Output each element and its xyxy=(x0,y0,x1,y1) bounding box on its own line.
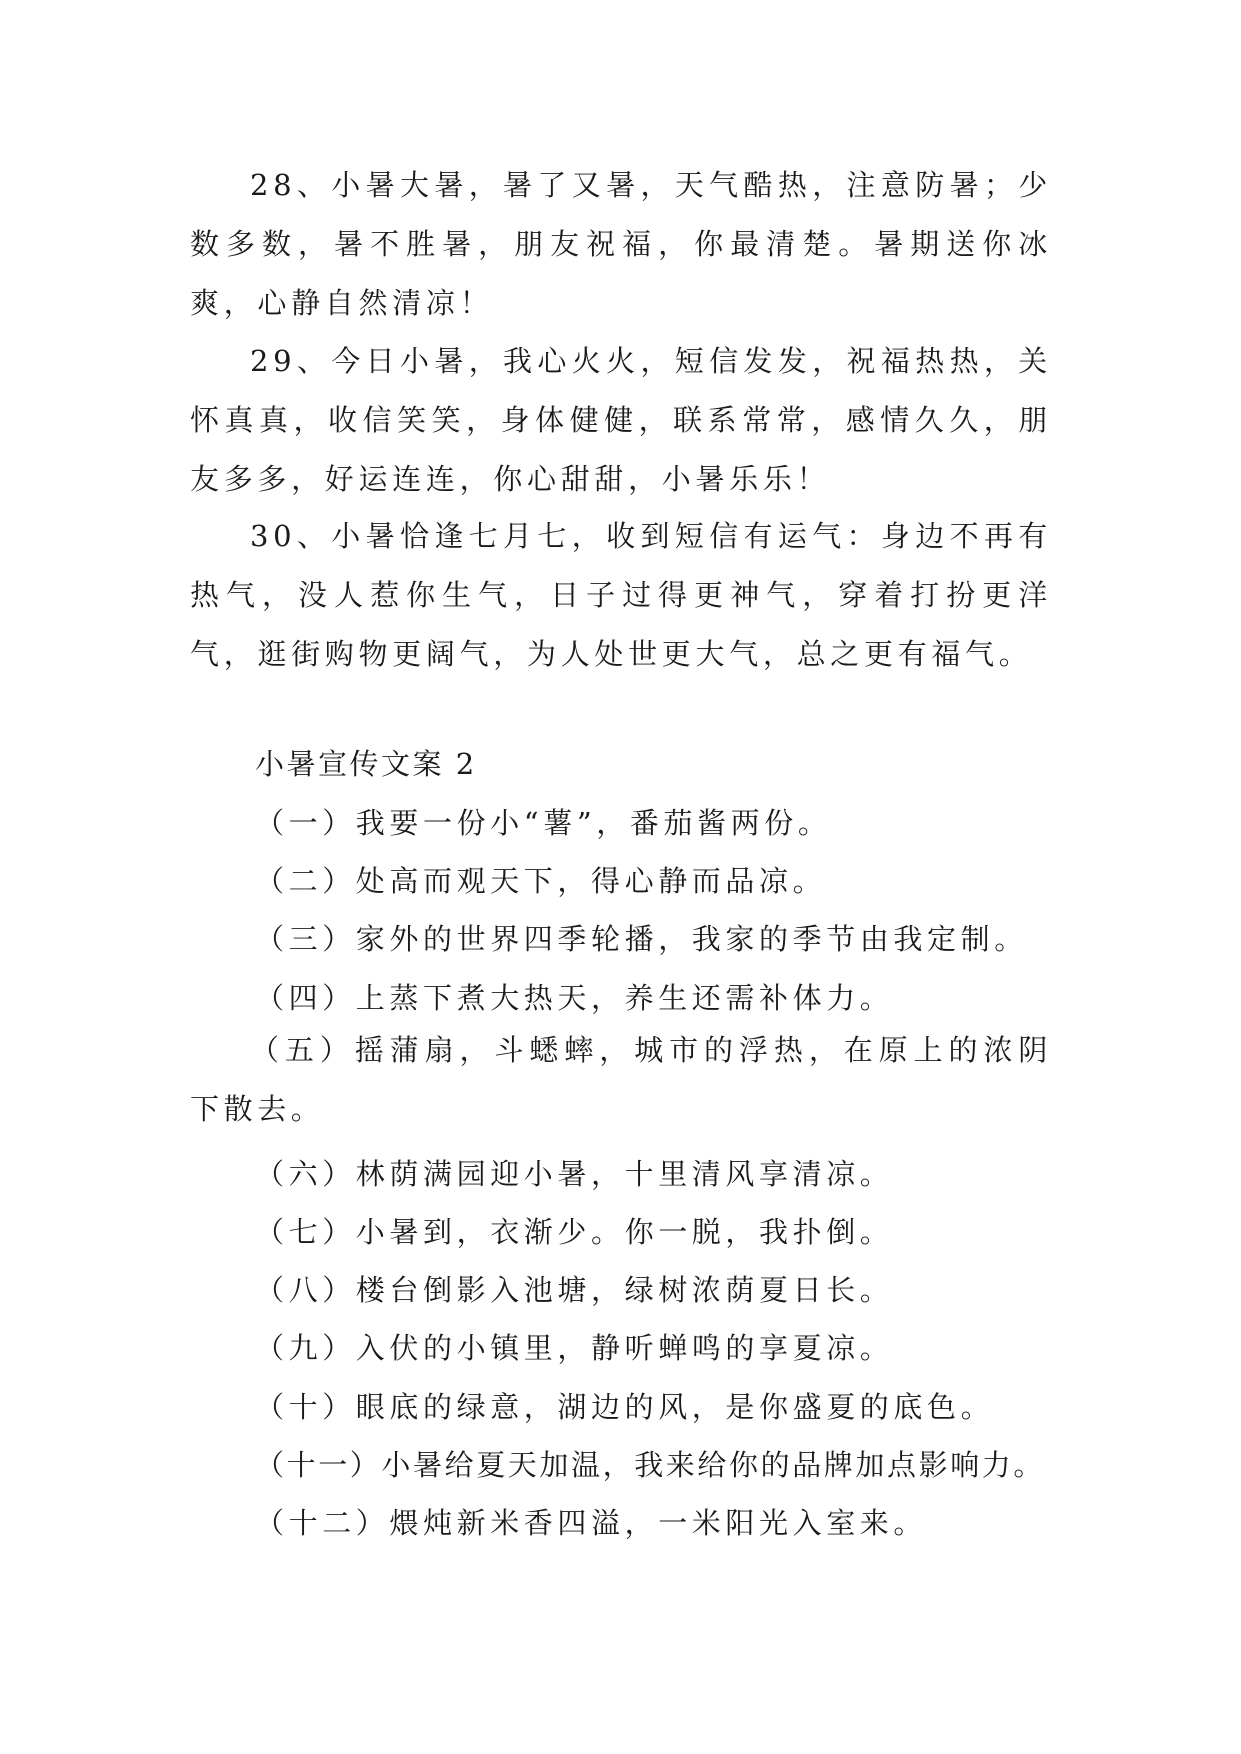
section-title: 小暑宣传文案 2 xyxy=(255,747,477,781)
list-item: （四）上蒸下煮大热天，养生还需补体力。 xyxy=(255,981,894,1015)
list-item: （一）我要一份小“薯”，番茄酱两份。 xyxy=(255,806,832,840)
list-item: （九）入伏的小镇里，静听蝉鸣的享夏凉。 xyxy=(255,1331,894,1365)
list-item: （十）眼底的绿意，湖边的风，是你盛夏的底色。 xyxy=(255,1390,995,1424)
list-item: （七）小暑到，衣渐少。你一脱，我扑倒。 xyxy=(255,1215,894,1249)
list-item: （五）摇蒲扇，斗蟋蟀，城市的浮热，在原上的浓阴下散去。 xyxy=(190,1033,1052,1126)
paragraph-29: 29、今日小暑，我心火火，短信发发，祝福热热，关怀真真，收信笑笑，身体健健，联系常常，感情久久，朋友多多，好运连连，你心甜甜，小暑乐乐！ xyxy=(190,344,1052,496)
paragraph-28: 28、小暑大暑，暑了又暑，天气酷热，注意防暑；少数多数，暑不胜暑，朋友祝福，你最清楚。暑期送你冰爽，心静自然清凉！ xyxy=(190,168,1052,320)
list-item: （三）家外的世界四季轮播，我家的季节由我定制。 xyxy=(255,922,1028,956)
list-item: （六）林荫满园迎小暑，十里清风享清凉。 xyxy=(255,1157,894,1191)
list-item: （十二）煨炖新米香四溢，一米阳光入室来。 xyxy=(255,1506,928,1540)
list-item: （八）楼台倒影入池塘，绿树浓荫夏日长。 xyxy=(255,1273,894,1307)
paragraph-30: 30、小暑恰逢七月七，收到短信有运气：身边不再有热气，没人惹你生气，日子过得更神气，穿着打扮更洋气，逛街购物更阔气，为人处世更大气，总之更有福气。 xyxy=(190,519,1052,671)
list-item: （十一）小暑给夏天加温，我来给你的品牌加点影响力。 xyxy=(255,1448,1046,1482)
list-item: （二）处高而观天下，得心静而品凉。 xyxy=(255,864,827,898)
